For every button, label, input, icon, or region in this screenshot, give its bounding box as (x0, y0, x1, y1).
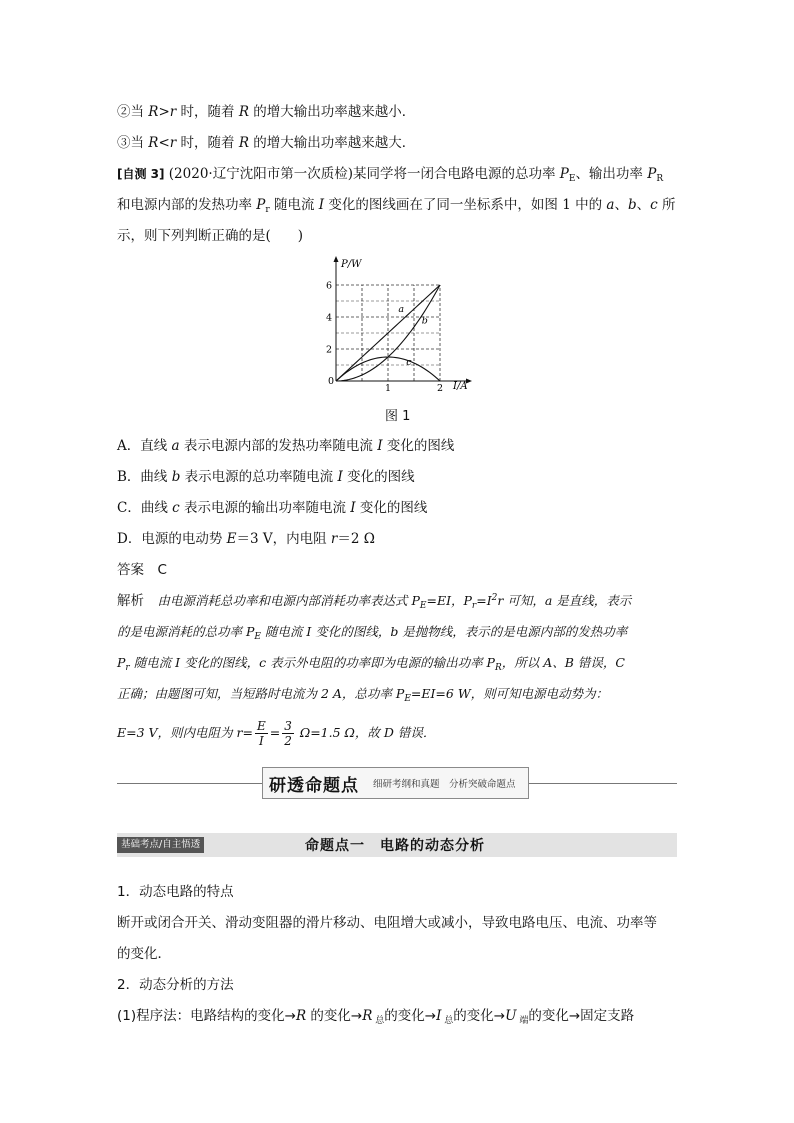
explanation-label: 解析 (117, 593, 144, 609)
section-banner (117, 763, 677, 803)
fraction-e-over-i: $\frac{E}{I}$ (256, 719, 266, 748)
explanation-line-3: $P_r$ 随电流 I 变化的图线，c 表示外电阻的功率即为电源的输出功率 $P_R$，所以 A、B 错误，C (117, 655, 625, 673)
fraction-3-over-2: $\frac{3}{2}$ (284, 719, 292, 748)
banner-rule-right (527, 783, 677, 784)
banner-title: 研透命题点 (269, 776, 359, 796)
option-a: A．直线 a 表示电源内部的发热功率随电流 I 变化的图线 (117, 438, 455, 454)
y-axis-label: P/W (341, 259, 362, 270)
question-line-2: 和电源内部的发热功率 $P_r$ 随电流 I 变化的图线画在了同一坐标系中，如图 1 中的 a、b、c 所 (117, 197, 676, 215)
figure-caption: 图 1 (385, 409, 411, 424)
power-current-chart (322, 253, 482, 393)
y-axis-arrow (334, 256, 339, 262)
x-axis-label: I/A (453, 381, 468, 392)
x-tick-label: 1 (384, 383, 392, 393)
curve-label-c: c (406, 357, 412, 368)
section-title: 命题点一 电路的动态分析 (305, 838, 485, 854)
question-tag: [自测 3] (117, 167, 165, 181)
curve-label-a: a (398, 304, 405, 316)
text-line-case-3: ③当 R<r 时，随着 R 的增大输出功率越来越大． (117, 135, 416, 151)
y-tick-label: 4 (325, 312, 332, 324)
section-tag: 基础考点/自主悟透 (117, 837, 204, 853)
paragraph-1-line-2: 的变化． (117, 946, 171, 962)
section-header-bar (117, 833, 677, 857)
paragraph-1-line-1: 断开或闭合开关、滑动变阻器的滑片移动、电阻增大或减小，导致电路电压、电流、功率等 (117, 915, 657, 931)
x-tick-label: 2 (436, 383, 444, 393)
text-line-case-2: ②当 R>r 时，随着 R 的增大输出功率越来越小． (117, 104, 416, 120)
question-line-3: 示，则下列判断正确的是( ) (117, 228, 304, 244)
answer-label: 答案 (117, 562, 144, 578)
answer-line (117, 560, 167, 580)
paragraph-2-line-1: (1)程序法：电路结构的变化→R 的变化→R $_总$的变化→I $_总$的变化→U $_端$的变化→固定支路 (117, 1008, 635, 1026)
y-tick-label: 2 (325, 344, 332, 356)
option-b: B．曲线 b 表示电源的总功率随电流 I 变化的图线 (117, 469, 415, 485)
origin-label: 0 (328, 376, 335, 387)
explanation-line-1: 解析 由电源消耗总功率和电源内部消耗功率表达式 $P_E=EI$，$P_r=I^2r$ 可知，a 是直线，表示 (117, 592, 632, 611)
curve-label-b: b (421, 315, 428, 327)
banner-subtitle: 细研考纲和真题 分析突破命题点 (373, 779, 516, 790)
heading-2: 2．动态分析的方法 (117, 977, 234, 993)
explanation-line-5: E=3 V，则内电阻为 r= $\frac{E}{I}$ = $\frac{3}{2}$ Ω=1.5 Ω，故 D 错误． (117, 719, 436, 748)
y-tick-label: 6 (325, 280, 332, 292)
explanation-line-4: 正确；由题图可知，当短路时电流为 2 A，总功率 $P_E=EI=6$ W，则可知电源电动势为： (117, 686, 609, 704)
explanation-line-2: 的是电源消耗的总功率 $P_E$ 随电流 I 变化的图线，b 是抛物线，表示的是电源内部的发热功率 (117, 624, 628, 642)
banner-rule-left (117, 783, 262, 784)
banner-box (262, 767, 529, 799)
option-d: D．电源的电动势 E＝3 V，内电阻 r＝2 Ω (117, 531, 375, 547)
question-line-1: [自测 3] (2020·辽宁沈阳市第一次质检)某同学将一闭合电路电源的总功率 $P_E$、输出功率 $P_R$ (117, 166, 664, 184)
heading-1: 1．动态电路的特点 (117, 884, 234, 900)
option-c: C．曲线 c 表示电源的输出功率随电流 I 变化的图线 (117, 500, 428, 516)
answer-value: C (157, 562, 167, 578)
chart-axes (325, 256, 472, 392)
